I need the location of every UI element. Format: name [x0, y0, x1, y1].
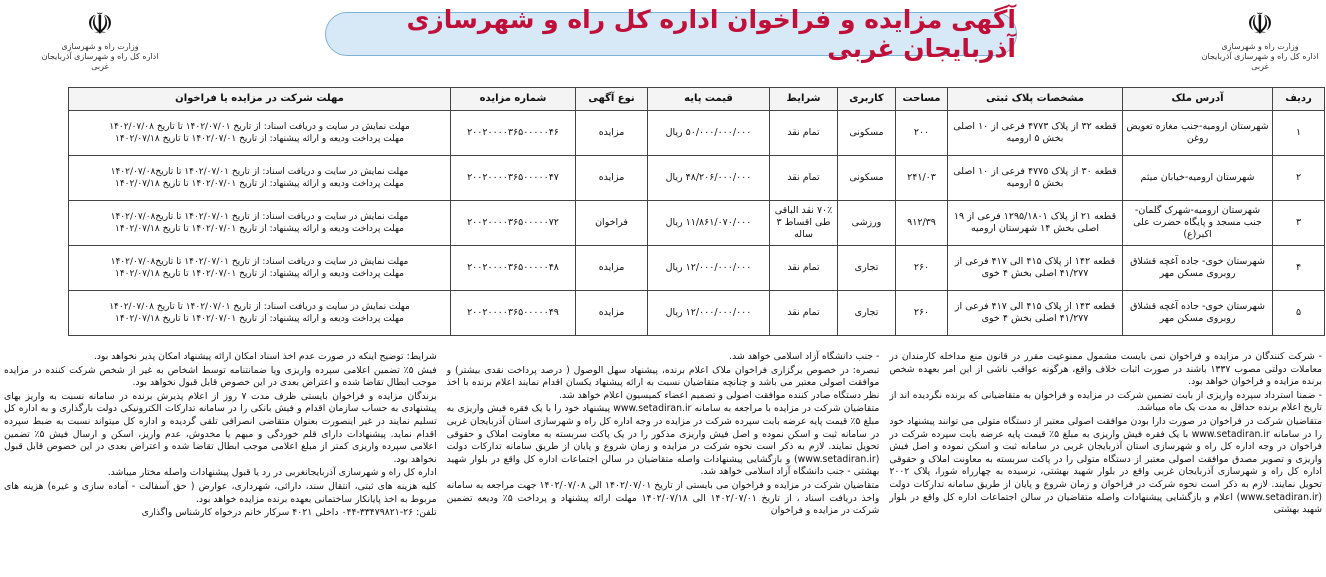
- cell-row-number: ۲: [1273, 156, 1325, 201]
- cell-number: ۲۰۰۲۰۰۰۰۳۶۵۰۰۰۰۰۷۲: [451, 201, 576, 246]
- cell-usage: تجاری: [838, 246, 896, 291]
- cell-area: ۲۶۰: [896, 291, 948, 336]
- note-paragraph: اداره کل راه و شهرسازی آذربایجانغربی در رد یا قبول پیشنهادات واصله مختار میباشد.: [107, 467, 437, 479]
- notes-column-right: [889, 351, 1322, 575]
- cell-terms: تمام نقد: [770, 246, 838, 291]
- note-paragraph: متقاضیان شرکت در فراخوان در صورت دارا بودن موافقت اصولی معتبر از دستگاه متولی می توانند پیشنهاد خود را در سامانه www.setadiran.ir با یک فقره فیش واریزی به مبلغ ۵٪ قیمت پایه عرضه بابت سپرده شرکت در فراخوان در وجه اداره کل راه و شهرسازی استان آذربایجان غربی در سامانه ثبت و اسکن نموده و اصل فیش واریزی و تصویر مصدق موافقت اصولی معتبر از دستگاه متولی را در پاکت سربسته به معاونت املاک و حقوقی اداره کل راه و شهرسازی آذربایجان غربی واقع در بلوار شهید بهشتی، نرسیده به چهارراه شورا، پلاک ۲۰۰۲ تحویل نمایند. لازم به ذکر است نحوه شرکت در فراخوان و زمان شروع و پایان از طریق سامانه تدارکات دولت (www.setadiran.ir) اعلام و بازگشایی پیشنهادات واصله متقاضیان در سالن اجتماعات اداره کل واقع در بلوار شهید بهشتی: [889, 415, 1323, 516]
- cell-area: ۲۶۰: [896, 246, 948, 291]
- note-paragraph: تبصره: در خصوص برگزاری فراخوان ملاک اعلام برنده، پیشنهاد سهل الوصول ( درصد پرداخت نقدی بیشتر) و موافقت اصولی معتبر می باشد و چنانچه متقاضیان نسبت به ارائه پیشنهاد یکسان اقدام نمایند اعلام برنده با اخذ نظر دستگاه صادر کننده موافقت اصولی و تصمیم اعضاء کمیسیون اعلام خواهد شد.: [446, 364, 880, 401]
- deadline-documents: مهلت نمایش در سایت و دریافت اسناد: از تاریخ ۱۴۰۲/۰۷/۰۱ تا تاریخ ۱۴۰۲/۰۷/۰۸: [109, 302, 410, 312]
- cell-terms: ۷۰٪ نقد الباقی طی اقساط ۳ ساله: [770, 201, 838, 246]
- cell-plaque: قطعه ۲۱ از پلاک ۱۲۹۵/۱۸۰۱ فرعی از ۱۹ اصلی بخش ۱۴ شهرستان ارومیه: [948, 201, 1123, 246]
- cell-plaque: قطعه ۳۲ از پلاک ۴۷۷۳ فرعی از ۱۰ اصلی بخش ۵ ارومیه: [948, 111, 1123, 156]
- table-header-row: [69, 88, 1325, 111]
- table-row: [69, 246, 1325, 291]
- cell-plaque: قطعه ۱۴۳ از پلاک ۴۱۵ الی ۴۱۷ فرعی از ۴۱/۲۷۷ اصلی بخش ۴ خوی: [948, 291, 1123, 336]
- cell-terms: تمام نقد: [770, 291, 838, 336]
- cell-area: ۹۱۲/۳۹: [896, 201, 948, 246]
- emblem-caption-line1: وزارت راه و شهرسازی: [1221, 42, 1299, 51]
- table-row: [69, 291, 1325, 336]
- note-paragraph: شرایط: توضیح اینکه در صورت عدم اخذ اسناد امکان ارائه پیشنهاد امکان پذیر نخواهد بود.: [93, 351, 437, 362]
- deadline-documents: مهلت نمایش در سایت و دریافت اسناد: از تاریخ ۱۴۰۲/۰۷/۰۱ تا تاریخ۱۴۰۲/۰۷/۰۸: [110, 167, 409, 177]
- cell-plaque: قطعه ۱۴۲ از پلاک ۴۱۵ الی ۴۱۷ فرعی از ۴۱/۲۷۷ اصلی بخش ۴ خوی: [948, 246, 1123, 291]
- cell-deadline: [69, 111, 451, 156]
- note-paragraph: برندگان مزایده و فراخوان بایستی ظرف مدت ۷ روز از اعلام پذیرش برنده در سامانه نسبت به واریز بهای پیشنهادی به حساب سازمان اقدام و فیش بانکی را در سامانه تدارکات الکترونیکی دولت بارگذاری و به اداره کل تسلیم نمایند در غیر اینصورت بعنوان متقاضی انصرافی تلقی گردیده و اداره کل میتواند نسبت به ضبط سپرده اقدام نماید. پیشنهادات دارای قلم خوردگی و مبهم یا مخدوش، عدم واریز، اسکن و ارسال فیش ۵٪ تضمین اعلامی سپرده واریزی کمتر از مبلغ اعلامی موجب ابطال تقاضا شده و اعتراض بعدی در این خصوص قابل قبول نخواهد بود.: [3, 390, 437, 465]
- cell-price: ۱۱/۸۶۱/۰۷۰/۰۰۰ ریال: [648, 201, 770, 246]
- col-header-price: قیمت پایه: [648, 88, 770, 111]
- emblem-caption-line2: اداره کل راه و شهرسازی آذربایجان غربی: [1201, 52, 1319, 71]
- note-paragraph: - ضمنا استرداد سپرده واریزی از بابت تضمین شرکت در مزایده و فراخوان به متقاضیانی که برنده نگردیده اند از تاریخ اعلام برنده حداقل به مدت یک ماه میباشد.: [889, 389, 1322, 414]
- emblem-caption-line2: اداره کل راه و شهرسازی آذربایجان غربی: [41, 52, 159, 71]
- emblem-right: [1200, 8, 1320, 72]
- cell-plaque: قطعه ۳۰ از پلاک ۴۷۷۵ فرعی از ۱۰ اصلی بخش ۵ ارومیه: [948, 156, 1123, 201]
- col-header-address: آدرس ملک: [1123, 88, 1273, 111]
- notes-column-middle: [447, 351, 880, 575]
- cell-row-number: ۱: [1273, 111, 1325, 156]
- cell-price: ۵۰/۰۰۰/۰۰۰/۰۰۰ ریال: [648, 111, 770, 156]
- iran-emblem-icon: ☫: [1246, 7, 1274, 42]
- table-row: [69, 201, 1325, 246]
- cell-type: مزایده: [576, 291, 648, 336]
- cell-number: ۲۰۰۲۰۰۰۰۳۶۵۰۰۰۰۰۴۸: [451, 246, 576, 291]
- title-banner: [325, 5, 1017, 63]
- cell-number: ۲۰۰۲۰۰۰۰۳۶۵۰۰۰۰۰۴۶: [451, 111, 576, 156]
- cell-address: شهرستان ارومیه-خیابان میثم: [1123, 156, 1273, 201]
- col-header-terms: شرایط: [770, 88, 838, 111]
- cell-area: ۲۰۰: [896, 111, 948, 156]
- cell-deadline: [69, 291, 451, 336]
- cell-number: ۲۰۰۲۰۰۰۰۳۶۵۰۰۰۰۰۴۷: [451, 156, 576, 201]
- deadline-deposit: مهلت پرداخت ودیعه و ارائه پیشنهاد: از تاریخ ۱۴۰۲/۰۷/۰۱ تا تاریخ ۱۴۰۲/۰۷/۱۸: [114, 314, 404, 324]
- contact-phone: تلفن: ۲۶-۳۳۴۷۹۸۲۱-۰۴۴ داخلی ۴۰۲۱ سرکار خانم درخواه کارشناس واگذاری: [141, 507, 437, 519]
- col-header-plaque: مشخصات پلاک ثبتی: [948, 88, 1123, 111]
- deadline-documents: مهلت نمایش در سایت و دریافت اسناد: از تاریخ ۱۴۰۲/۰۷/۰۱ تا تاریخ۱۴۰۲/۰۷/۰۸: [110, 257, 409, 267]
- cell-type: مزایده: [576, 111, 648, 156]
- note-paragraph: متقاضیان شرکت در مزایده و فراخوان می بایستی از تاریخ ۱۴۰۲/۰۷/۰۱ الی ۱۴۰۲/۰۷/۰۸ جهت مراجعه به سامانه واخذ دریافت اسناد ، از تاریخ ۱۴۰۲/۰۷/۰۱ الی ۱۴۰۲/۰۷/۱۸ مهلت ارائه پیشنهاد و پرداخت ۵٪ ودیعه تضمین شرکت در مزایده و فراخوان: [446, 479, 880, 517]
- cell-number: ۲۰۰۲۰۰۰۰۳۶۵۰۰۰۰۰۴۹: [451, 291, 576, 336]
- table-row: [69, 156, 1325, 201]
- cell-price: ۱۲/۰۰۰/۰۰۰/۰۰۰ ریال: [648, 246, 770, 291]
- cell-type: مزایده: [576, 246, 648, 291]
- col-header-area: مساحت: [896, 88, 948, 111]
- cell-terms: تمام نقد: [770, 111, 838, 156]
- cell-row-number: ۴: [1273, 246, 1325, 291]
- table-row: [69, 111, 1325, 156]
- notes-column-left: [4, 351, 437, 575]
- cell-type: فراخوان: [576, 201, 648, 246]
- page-title: آگهی مزایده و فراخوان اداره کل راه و شهرسازی آذربایجان غربی: [406, 5, 1016, 63]
- col-header-deadline: مهلت شرکت در مزایده یا فراخوان: [69, 88, 451, 111]
- cell-deadline: [69, 156, 451, 201]
- auction-table: [68, 87, 1325, 336]
- cell-deadline: [69, 201, 451, 246]
- col-header-type: نوع آگهی: [576, 88, 648, 111]
- iran-emblem-icon: ☫: [86, 7, 114, 42]
- notes-section: [4, 351, 1322, 575]
- note-paragraph: - شرکت کنندگان در مزایده و فراخوان نمی بایست مشمول ممنوعیت مقرر در قانون منع مداخله کارمندان در معاملات دولتی مصوب ۱۳۳۷ باشند در صورت اثبات خلاف واقع، هرگونه عواقب ناشی از این امر بعهده شخص برنده مزایده و فراخوان خواهد بود.: [889, 351, 1322, 388]
- cell-row-number: ۳: [1273, 201, 1325, 246]
- note-paragraph: متقاضیان شرکت در مزایده با مراجعه به سامانه www.setadiran.ir پیشنهاد خود را با یک فقره فیش واریزی به مبلغ ۵٪ قیمت پایه عرضه بابت سپرده شرکت در مزایده در وجه اداره کل راه و شهرسازی استان آذربایجان غربی در سامانه ثبت و اسکن نموده و اصل فیش واریزی مذکور را در یک پاکت سربسته به معاونت املاک و حقوقی تحویل نمایند. لازم به ذکر است نحوه شرکت در مزایده و زمان شروع و پایان از طریق سامانه تدارکات دولت (www.setadiran.ir) و بازگشایی پیشنهادات واصله متقاضیان در سالن اجتماعات اداره کل واقع در بلوار شهید بهشتی - جنب دانشگاه آزاد اسلامی خواهد شد.: [446, 403, 880, 478]
- cell-price: ۴۸/۲۰۶/۰۰۰/۰۰۰ ریال: [648, 156, 770, 201]
- cell-usage: ورزشی: [838, 201, 896, 246]
- note-paragraph: فیش ۵٪ تضمین اعلامی سپرده واریزی ویا ضمانتنامه توسط اشخاص به غیر از شخص شرکت کننده در مزایده موجب ابطال تقاضا شده و اعتراض بعدی در این خصوص قابل قبول نخواهد بود.: [3, 364, 437, 389]
- cell-price: ۱۲/۰۰۰/۰۰۰/۰۰۰ ریال: [648, 291, 770, 336]
- cell-address: شهرستان خوی- جاده آغچه قشلاق روبروی مسکن مهر: [1123, 246, 1273, 291]
- col-header-number: شماره مزایده: [451, 88, 576, 111]
- cell-terms: تمام نقد: [770, 156, 838, 201]
- cell-address: شهرستان ارومیه-شهرک گلمان-جنب مسجد و پایگاه حضرت علی اکبر(ع): [1123, 201, 1273, 246]
- cell-row-number: ۵: [1273, 291, 1325, 336]
- deadline-deposit: مهلت پرداخت ودیعه و ارائه پیشنهاد: از تاریخ ۱۴۰۲/۰۷/۰۱ تا تاریخ ۱۴۰۲/۰۷/۱۸: [114, 134, 404, 144]
- emblem-caption-line1: وزارت راه و شهرسازی: [61, 42, 139, 51]
- cell-address: شهرستان خوی- جاده آغچه قشلاق روبروی مسکن مهر: [1123, 291, 1273, 336]
- note-paragraph: کلیه هزینه های ثبتی، انتقال سند، دارائی، شهرداری، عوارض ( حق آسفالت - آماده سازی و غیره) هزینه های مربوط به اخذ پایانکار ساختمانی بعهده برنده مزایده خواهد بود.: [3, 480, 437, 505]
- col-header-usage: کاربری: [838, 88, 896, 111]
- note-paragraph: - جنب دانشگاه آزاد اسلامی خواهد شد.: [729, 351, 880, 362]
- deadline-documents: مهلت نمایش در سایت و دریافت اسناد: از تاریخ ۱۴۰۲/۰۷/۰۱ تا تاریخ۱۴۰۲/۰۷/۰۸: [110, 212, 409, 222]
- cell-usage: تجاری: [838, 291, 896, 336]
- deadline-documents: مهلت نمایش در سایت و دریافت اسناد: از تاریخ ۱۴۰۲/۰۷/۰۱ تا تاریخ ۱۴۰۲/۰۷/۰۸: [109, 122, 410, 132]
- deadline-deposit: مهلت پرداخت ودیعه و ارائه پیشنهاد: از تاریخ ۱۴۰۲/۰۷/۰۱ تا تاریخ ۱۴۰۲/۰۷/۱۸: [114, 179, 404, 189]
- cell-area: ۲۴۱/۰۳: [896, 156, 948, 201]
- cell-deadline: [69, 246, 451, 291]
- cell-usage: مسکونی: [838, 156, 896, 201]
- emblem-left: [40, 8, 160, 72]
- cell-usage: مسکونی: [838, 111, 896, 156]
- cell-type: مزایده: [576, 156, 648, 201]
- deadline-deposit: مهلت پرداخت ودیعه و ارائه پیشنهاد: از تاریخ ۱۴۰۲/۰۷/۰۱ تا تاریخ ۱۴۰۲/۰۷/۱۸: [114, 269, 404, 279]
- col-header-row-number: ردیف: [1273, 88, 1325, 111]
- deadline-deposit: مهلت پرداخت ودیعه و ارائه پیشنهاد: از تاریخ ۱۴۰۲/۰۷/۰۱ تا تاریخ ۱۴۰۲/۰۷/۱۸: [114, 224, 404, 234]
- cell-address: شهرستان ارومیه-جنب مغازه تعویض روغن: [1123, 111, 1273, 156]
